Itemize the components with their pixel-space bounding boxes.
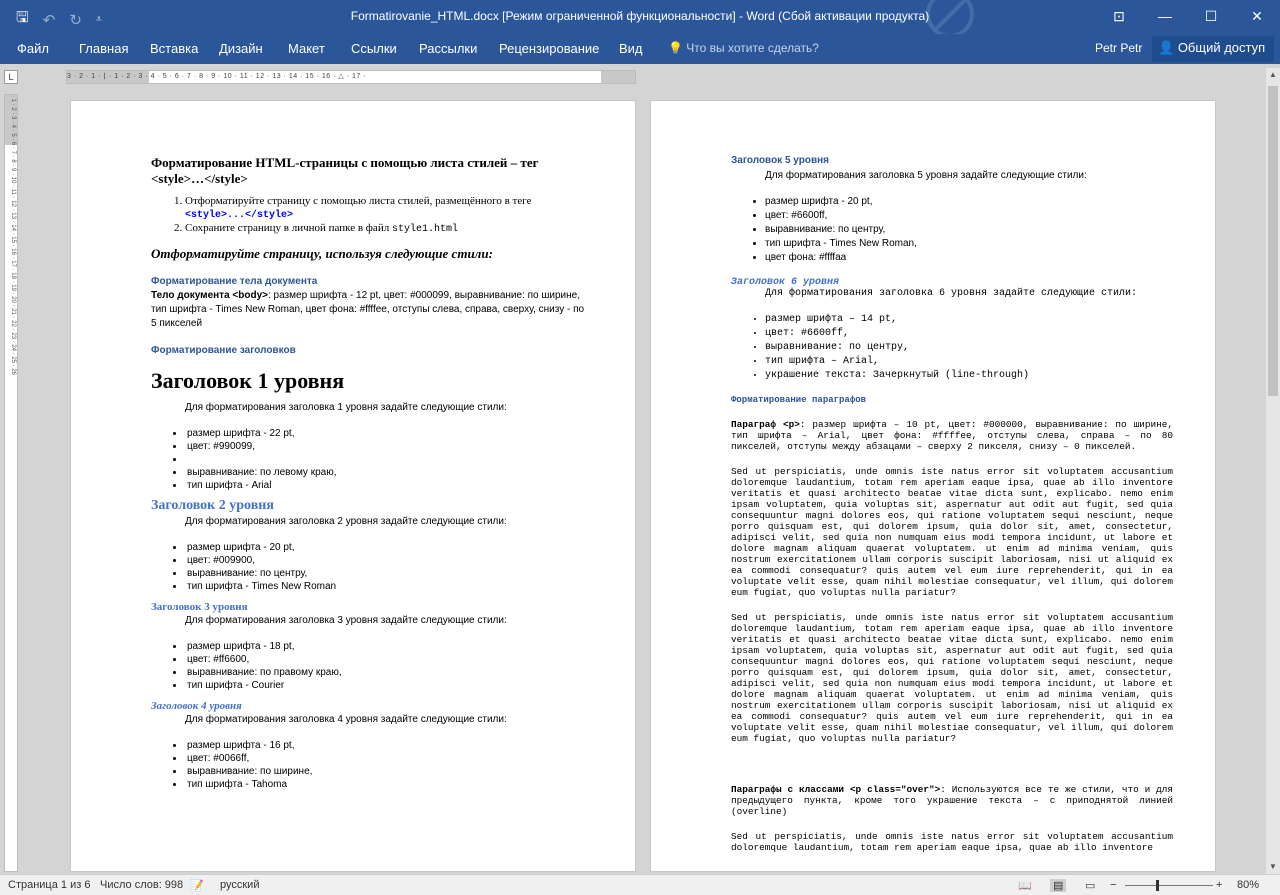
h5-para: Для форматирования заголовка 5 уровня задайте следующие стили:	[765, 170, 1087, 181]
h2-style-list	[185, 541, 591, 593]
status-bar	[0, 874, 1280, 895]
list-item: • тип шрифта - Arial	[185, 479, 591, 492]
document-page-2[interactable]	[650, 100, 1216, 872]
list-item: • украшение текста: Зачеркнутый (line-through)	[765, 369, 1173, 383]
task-item-2	[185, 222, 591, 236]
heading-4: Заголовок 4 уровня	[151, 700, 242, 712]
vruler-numbers: · 1 · 2 · 3 · 4 · 5 · 6 · 7 · 8 · 9 · 10 · 11 · 12 · 13 · 14 · 15 · 16 · 17 · 18 · 19 · 20 · 21 · 22 · 23 · 24 · 25 · 26	[10, 95, 16, 376]
list-item: • цвет фона: #ffffaa	[765, 251, 1173, 265]
list-item: • цвет: #6600ff,	[765, 327, 1173, 341]
list-item: • размер шрифта - 20 pt,	[185, 541, 591, 554]
heading-2: Заголовок 2 уровня	[151, 498, 274, 513]
tab-layout[interactable]: Макет	[288, 41, 325, 56]
section-paragraphs-heading: Форматирование параграфов	[731, 395, 867, 405]
window-controls	[1096, 0, 1280, 34]
task-list	[169, 195, 591, 236]
section-body-heading: Форматирование тела документа	[151, 276, 318, 287]
task-1-code: <style>...</style>	[185, 210, 294, 221]
print-layout-icon[interactable]: ▤	[1050, 879, 1066, 892]
task-2-code: style1.html	[391, 224, 458, 235]
paragraph-style-label: Параграф <p>	[731, 419, 800, 430]
close-button[interactable]: ✕	[1251, 8, 1263, 24]
paragraph-style-desc	[731, 419, 1173, 452]
h3-style-list	[185, 640, 591, 692]
doc-title-line2: <style>…</style>	[151, 171, 248, 186]
read-mode-icon[interactable]: 📖	[1018, 880, 1032, 892]
list-item: • тип шрифта – Arial,	[765, 355, 1173, 369]
proofing-icon[interactable]: 📝	[190, 880, 204, 892]
over-class-label: Параграфы с классами <p class="over">	[731, 784, 941, 795]
over-class-desc	[731, 784, 1173, 817]
undo-icon[interactable]: ↶	[42, 11, 56, 29]
customize-qat-icon[interactable]: ⩡	[95, 14, 102, 25]
lorem-paragraph-3: Sed ut perspiciatis, unde omnis iste natus error sit voluptatem accusantium doloremque laudantium, totam rem aperiam eaque ipsa, quae ab illo inventore	[731, 831, 1173, 853]
lorem-paragraph-1: Sed ut perspiciatis, unde omnis iste natus error sit voluptatem accusantium doloremque laudantium, totam rem aperiam eaque ipsa, quae ab illo inventore veritatis et quasi architecto beatae vitae dicta sunt, explicabo. nemo enim ipsam voluptatem, quia voluptas sit, aspernatur aut odit aut fugit, sed quia consequuntur magni dolores eos, qui ratione voluptatem sequi nesciunt, neque porro quisquam est, qui dolorem ipsum, quia dolor sit, amet, consectetur, adipisci velit, sed quia non numquam eius modi tempora incidunt, ut labore et dolore magnam aliquam quaerat voluptatem. ut enim ad minima veniam, quis nostrum exercitationem ullam corporis suscipit laboriosam, nisi ut aliquid ex ea commodi consequatur? quis autem vel eum iure reprehenderit, qui in ea voluptate velit esse, quam nihil molestiae consequatur, vel illum, qui dolorem eum fugiat, quo voluptas nulla pariatur?	[731, 466, 1173, 598]
tab-mailings[interactable]: Рассылки	[419, 41, 478, 56]
h1-style-list	[185, 427, 591, 492]
list-item: • тип шрифта - Courier	[185, 679, 591, 692]
list-item: • тип шрифта - Times New Roman	[185, 580, 591, 593]
list-item: • цвет: #0066ff,	[185, 752, 591, 765]
heading-5: Заголовок 5 уровня	[731, 155, 829, 166]
ruler-numbers: 3 · 2 · 1 · ⌊ · 1 · 2 · 3 · 4 · 5 · 6 · 7 · 8 · 9 · 10 · 11 · 12 · 13 · 14 · 15 · 16 · △ · 17 ·	[67, 73, 367, 80]
section-headings-heading: Форматирование заголовков	[151, 345, 296, 356]
list-item: • выравнивание: по правому краю,	[185, 666, 591, 679]
list-item: • цвет: #6600ff,	[765, 209, 1173, 223]
minimize-button[interactable]: —	[1158, 8, 1172, 24]
list-item: • размер шрифта - 18 pt,	[185, 640, 591, 653]
tab-references[interactable]: Ссылки	[351, 41, 397, 56]
subtitle: Отформатируйте страницу, используя следующие стили:	[151, 246, 493, 261]
zoom-slider[interactable]	[1125, 885, 1213, 886]
word-count[interactable]: Число слов: 998	[100, 879, 184, 891]
tab-home[interactable]: Главная	[79, 41, 129, 56]
list-item: • выравнивание: по левому краю,	[185, 466, 591, 479]
tab-design[interactable]: Дизайн	[219, 41, 263, 56]
language[interactable]: русский	[220, 879, 260, 891]
doc-title	[151, 155, 591, 187]
vertical-scrollbar[interactable]	[1266, 68, 1280, 874]
ruler-margin-right	[601, 71, 635, 83]
ribbon-display-icon[interactable]: ⊡	[1113, 8, 1125, 24]
lorem-paragraph-2: Sed ut perspiciatis, unde omnis iste natus error sit voluptatem accusantium doloremque laudantium, totam rem aperiam eaque ipsa, quae ab illo inventore veritatis et quasi architecto beatae vitae dicta sunt, explicabo. nemo enim ipsam voluptatem, quia voluptas sit, aspernatur aut odit aut fugit, sed quia consequuntur magni dolores eos, qui ratione voluptatem sequi nesciunt, neque porro quisquam est, qui dolorem ipsum, quia dolor sit, amet, consectetur, adipisci velit, sed quia non numquam eius modi tempora incidunt, ut labore et dolore magnam aliquam quaerat voluptatem. ut enim ad minima veniam, quis nostrum exercitationem ullam corporis suscipit laboriosam, nisi ut aliquid ex ea commodi consequatur? quis autem vel eum iure reprehenderit, qui in ea voluptate velit esse, quam nihil molestiae consequatur, vel illum, qui dolorem eum fugiat, quo voluptas nulla pariatur?	[731, 612, 1173, 744]
tab-selector[interactable]: L	[4, 70, 18, 84]
list-item: • выравнивание: по центру,	[765, 223, 1173, 237]
tell-me-search[interactable]	[668, 41, 819, 55]
list-item: • тип шрифта - Tahoma	[185, 778, 591, 791]
zoom-level[interactable]: 80%	[1237, 879, 1260, 891]
tab-review[interactable]: Рецензирование	[499, 41, 600, 56]
h6-para: Для форматирования заголовка 6 уровня задайте следующие стили:	[765, 288, 1138, 299]
list-item: • выравнивание: по центру,	[185, 567, 591, 580]
zoom-out-icon[interactable]: −	[1110, 879, 1117, 891]
scroll-thumb[interactable]	[1268, 86, 1278, 396]
h2-para: Для форматирования заголовка 2 уровня задайте следующие стили:	[185, 516, 507, 527]
heading-3: Заголовок 3 уровня	[151, 601, 248, 613]
share-label: Общий доступ	[1177, 40, 1266, 55]
person-icon: 👤	[1158, 40, 1175, 55]
list-item: • размер шрифта - 16 pt,	[185, 739, 591, 752]
h3-para: Для форматирования заголовка 3 уровня задайте следующие стили:	[185, 615, 507, 626]
list-item: • тип шрифта - Times New Roman,	[765, 237, 1173, 251]
list-item	[185, 453, 591, 466]
body-style-label: Тело документа <body>	[151, 290, 268, 301]
list-item: • цвет: #ff6600,	[185, 653, 591, 666]
heading-6: Заголовок 6 уровня	[731, 277, 840, 288]
page2-content	[731, 155, 1173, 853]
heading-1: Заголовок 1 уровня	[151, 368, 345, 393]
list-item: • размер шрифта – 14 pt,	[765, 313, 1173, 327]
ribbon-tabs	[0, 34, 1280, 64]
h4-para: Для форматирования заголовка 4 уровня задайте следующие стили:	[185, 714, 507, 725]
body-style-desc	[151, 289, 591, 331]
list-item: • цвет: #009900,	[185, 554, 591, 567]
h6-style-list	[765, 313, 1173, 383]
window-title: Formatirovanie_HTML.docx [Режим ограниченной функциональности] - Word (Сбой активации продукта)	[350, 9, 930, 23]
body-style-text: : размер шрифта - 12 pt, цвет: #000099, выравнивание: по ширине, тип шрифта - Times New Roman, цвет фона: #ffffee, отступы слева, справа, сверху, снизу - по 5 пикселей	[151, 290, 585, 329]
list-item: • выравнивание: по центру,	[765, 341, 1173, 355]
web-layout-icon[interactable]: ▭	[1085, 880, 1096, 892]
tab-insert[interactable]: Вставка	[150, 41, 199, 56]
horizontal-ruler[interactable]	[66, 70, 636, 84]
zoom-in-icon[interactable]: +	[1216, 879, 1223, 891]
list-item: • размер шрифта - 20 pt,	[765, 195, 1173, 209]
scroll-down-icon[interactable]: ▼	[1269, 862, 1277, 871]
list-item: • размер шрифта - 22 pt,	[185, 427, 591, 440]
tab-view[interactable]: Вид	[619, 41, 643, 56]
task-1-text: Отформатируйте страницу с помощью листа стилей, размещённого в теге	[185, 195, 532, 207]
tell-me-label: Что вы хотите сделать?	[686, 41, 819, 55]
redo-icon[interactable]: ↻	[69, 11, 82, 29]
h4-style-list	[185, 739, 591, 791]
list-item: • выравнивание: по ширине,	[185, 765, 591, 778]
list-item: • цвет: #990099,	[185, 440, 591, 453]
tab-file[interactable]: Файл	[17, 41, 49, 56]
task-item-1	[185, 195, 591, 222]
doc-title-line1: Форматирование HTML-страницы с помощью листа стилей – тег	[151, 155, 539, 170]
lightbulb-icon: 💡	[668, 41, 683, 55]
task-2-text: Сохраните страницу в личной папке в файл	[185, 222, 390, 234]
vertical-ruler[interactable]	[4, 94, 18, 872]
share-button[interactable]	[1152, 36, 1274, 62]
title-bar	[0, 0, 1280, 34]
page-count[interactable]: Страница 1 из 6	[8, 879, 91, 891]
page1-content	[151, 155, 591, 791]
paragraph-style-text: : размер шрифта – 10 pt, цвет: #000000, выравнивание: по ширине, тип шрифта – Arial, цвет фона: #ffffee, отступы слева, справа – по 80 пикселей, отступы между абзацами – сверху 2 пикселя, снизу – 0 пикселей.	[731, 419, 1173, 452]
save-icon[interactable]: 🖫	[16, 9, 29, 26]
user-name[interactable]: Petr Petr	[1095, 41, 1143, 55]
h1-para: Для форматирования заголовка 1 уровня задайте следующие стили:	[185, 402, 507, 413]
over-class-text: : Используются все те же стили, что и для предыдущего пункта, кроме того украшение текста – с приподнятой линией (overline)	[731, 784, 1173, 817]
scroll-up-icon[interactable]: ▲	[1269, 70, 1277, 79]
ruler-area	[0, 64, 1280, 90]
document-page-1[interactable]	[70, 100, 636, 872]
h5-style-list	[765, 195, 1173, 265]
maximize-button[interactable]: ☐	[1204, 8, 1218, 24]
zoom-slider-thumb[interactable]	[1156, 880, 1159, 891]
